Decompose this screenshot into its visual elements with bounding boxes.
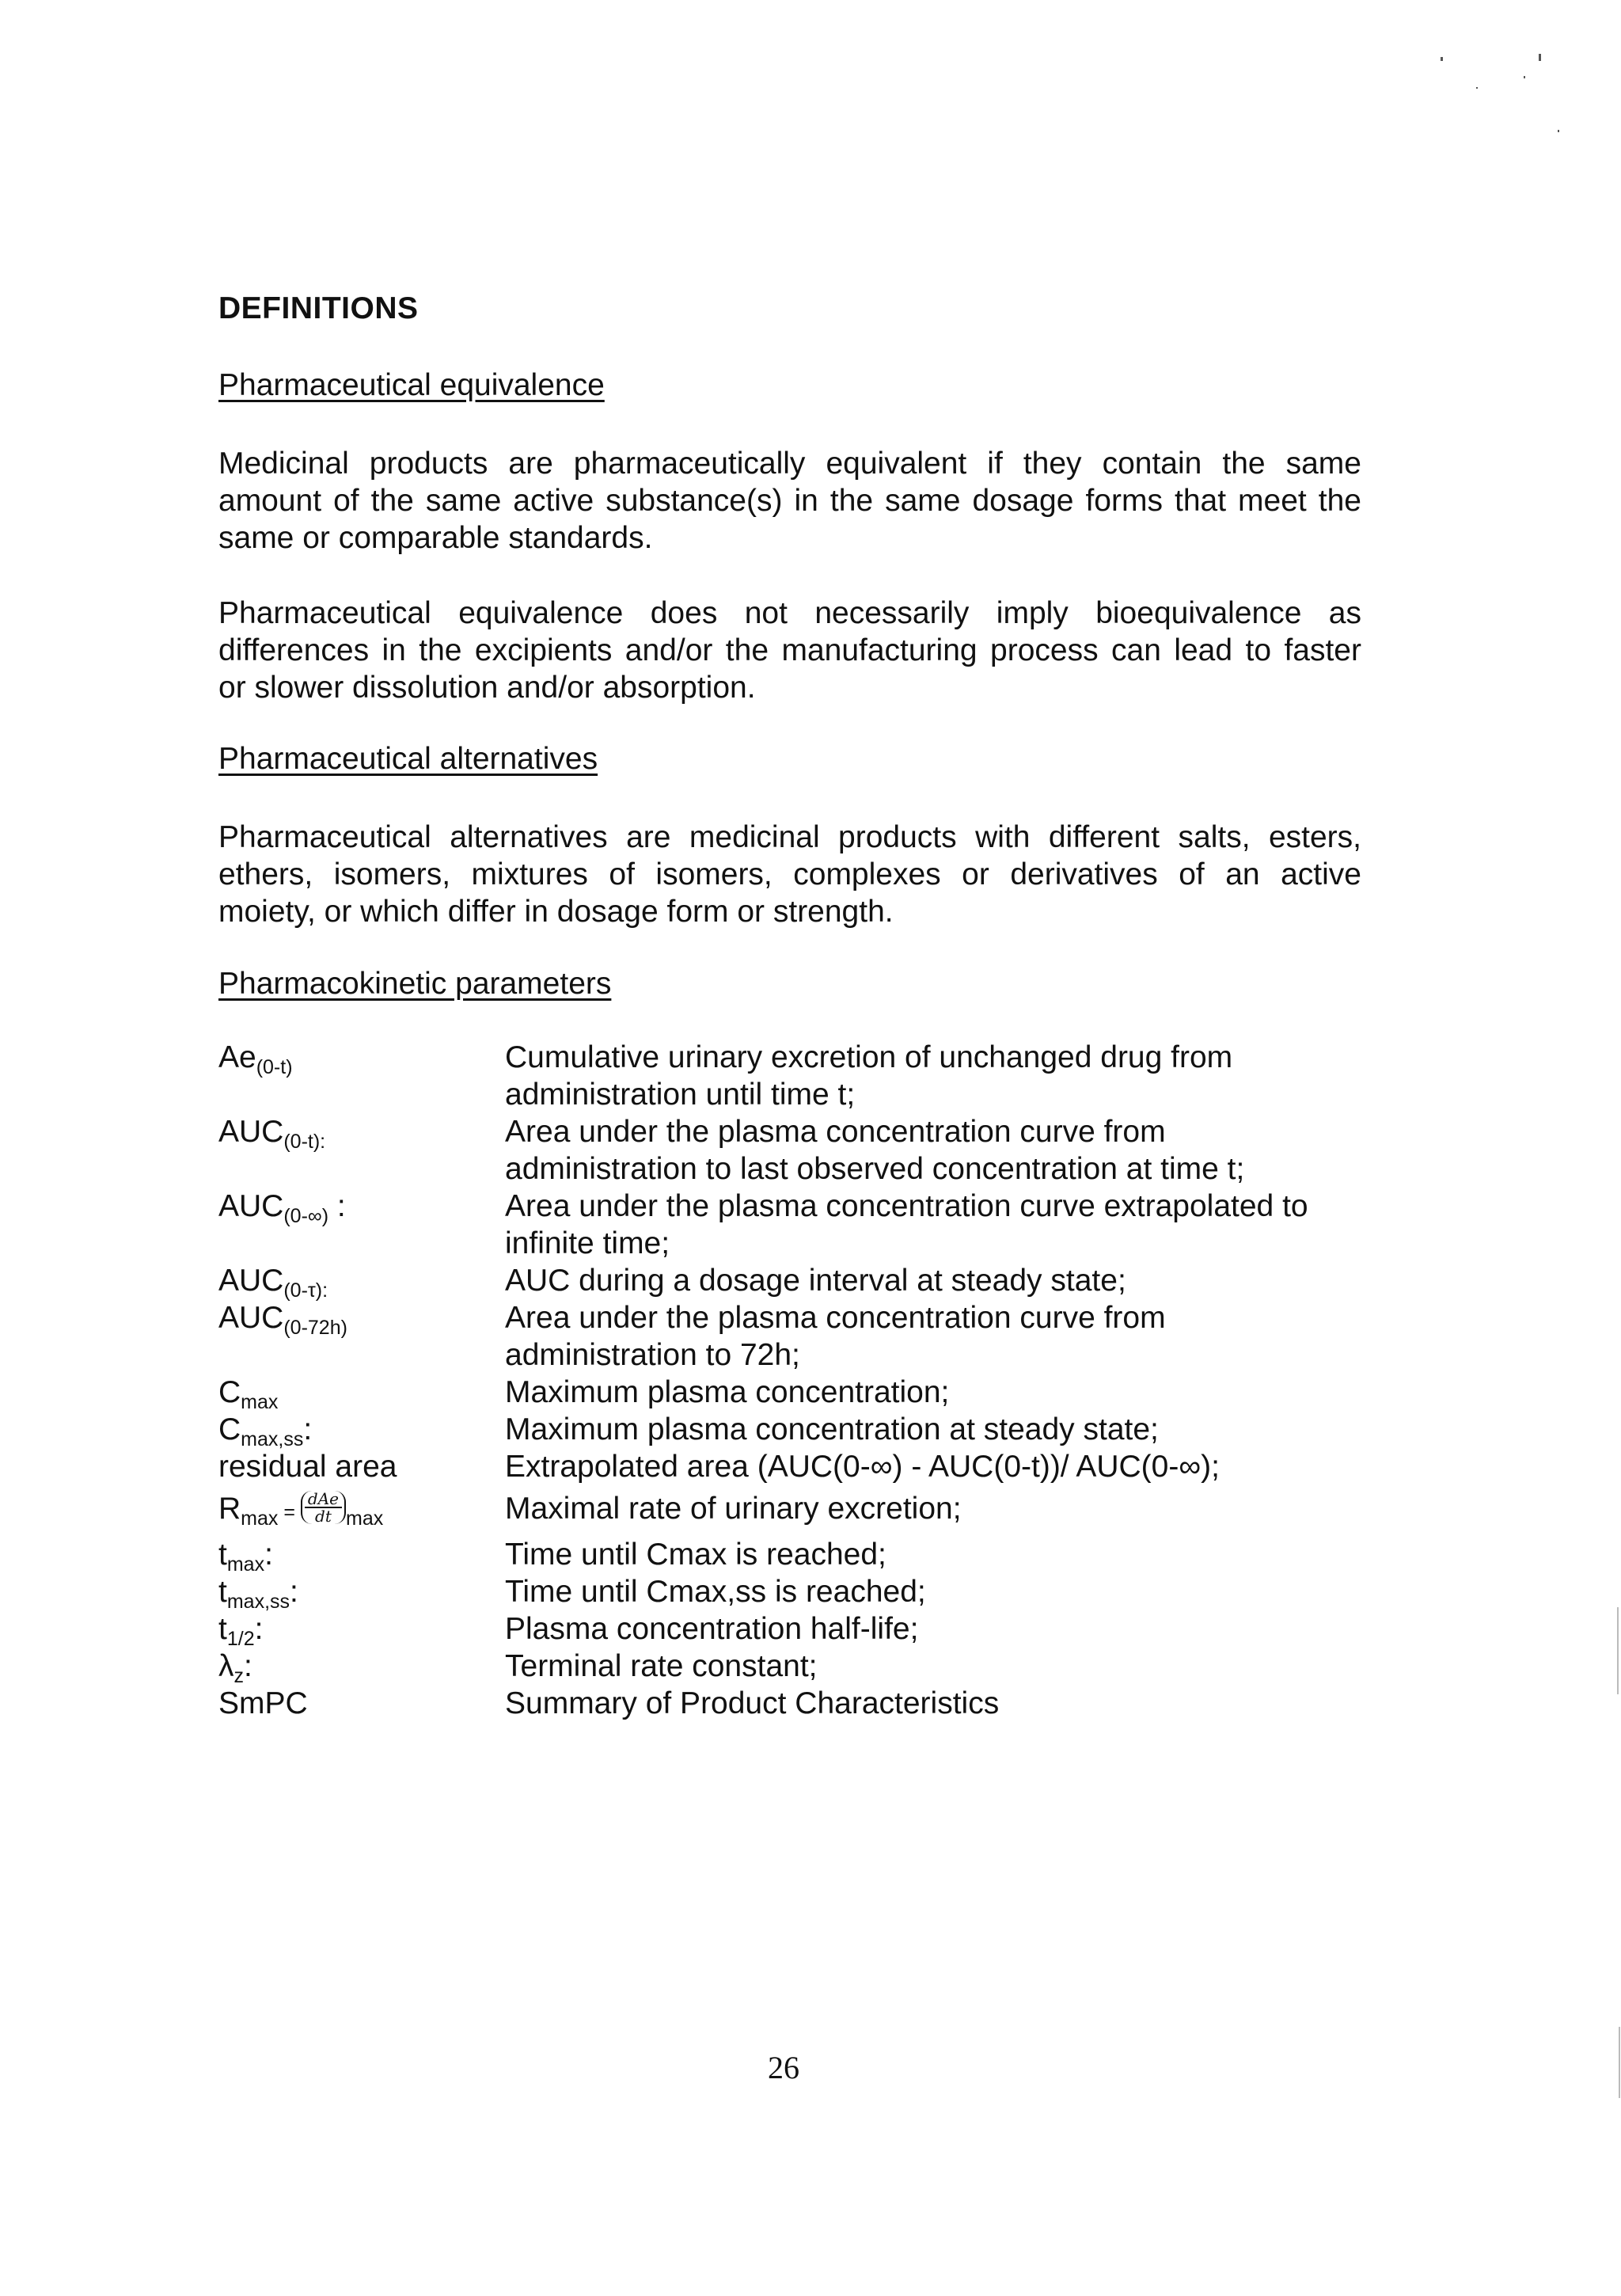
definition-row bbox=[218, 1113, 1390, 1188]
term-rmax: $R_{max}$ = $\frac{\text{dAe}}{dt}$ $_{max}$ bbox=[218, 1489, 384, 1530]
term-lambda-z: $\lambda_z$: bbox=[218, 1649, 252, 1687]
paragraph-line: Pharmaceutical alternatives are medicinal products with different salts, esters, bbox=[218, 820, 1361, 854]
term-description: Area under the plasma concentration curve from administration to last observed concentration at time t; bbox=[505, 1115, 1245, 1186]
definition-row bbox=[218, 1039, 1390, 1113]
term-auc-0-t: $AUC_{(0-t):}$ bbox=[218, 1115, 326, 1153]
paragraph-equivalence-note bbox=[218, 595, 1361, 706]
term-tmax: $t_{max}$: bbox=[218, 1538, 273, 1576]
definition-row bbox=[218, 1490, 1390, 1531]
term-description: Maximum plasma concentration at steady state; bbox=[505, 1412, 1159, 1446]
section-title-equivalence: Pharmaceutical equivalence bbox=[218, 368, 605, 402]
term-description: Area under the plasma concentration curve extrapolated to infinite time; bbox=[505, 1189, 1308, 1260]
definition-row bbox=[218, 1448, 1390, 1485]
term-residual-area: residual area bbox=[218, 1450, 397, 1484]
section-title-pk-parameters: Pharmacokinetic parameters bbox=[218, 967, 612, 1001]
term-description: AUC during a dosage interval at steady state; bbox=[505, 1264, 1126, 1298]
scan-edge-mark bbox=[1619, 2027, 1620, 2098]
term-description: Terminal rate constant; bbox=[505, 1649, 818, 1683]
term-cmax-ss: $C_{max,ss}$: bbox=[218, 1412, 313, 1450]
term-cmax: $C_{max}$ bbox=[218, 1375, 279, 1413]
scan-speck bbox=[1539, 54, 1541, 61]
definition-row bbox=[218, 1685, 1390, 1722]
definition-row bbox=[218, 1648, 1390, 1685]
scan-speck bbox=[1476, 87, 1478, 89]
definition-row bbox=[218, 1188, 1390, 1262]
definition-row bbox=[218, 1610, 1390, 1648]
term-half-life: $t_{1/2}$: bbox=[218, 1612, 264, 1650]
term-tmax-ss: $t_{max,ss}$: bbox=[218, 1575, 298, 1613]
paragraph-line: amount of the same active substance(s) in the same dosage forms that meet the bbox=[218, 484, 1361, 518]
pk-definition-list bbox=[218, 1039, 1390, 1722]
term-description: Maximum plasma concentration; bbox=[505, 1375, 950, 1409]
term-auc-0-72h: $AUC_{(0-72h)}$ bbox=[218, 1301, 347, 1339]
scan-speck bbox=[1524, 76, 1525, 78]
term-description: Extrapolated area (AUC(0-∞) - AUC(0-t))/ AUC(0-∞); bbox=[505, 1450, 1220, 1484]
paragraph-alternatives bbox=[218, 819, 1361, 930]
term-ae: $Ae_{(0-t)}$ bbox=[218, 1040, 293, 1078]
definition-row bbox=[218, 1262, 1390, 1302]
term-description: Time until Cmax is reached; bbox=[505, 1538, 886, 1572]
derivative-fraction: $\frac{\text{dAe}}{dt}$ bbox=[301, 1491, 346, 1524]
term-description: Time until Cmax,ss is reached; bbox=[505, 1575, 926, 1609]
scan-speck bbox=[1441, 57, 1443, 61]
definition-row bbox=[218, 1411, 1390, 1448]
term-smpc: SmPC bbox=[218, 1686, 308, 1720]
page-heading: DEFINITIONS bbox=[218, 291, 419, 325]
paragraph-line: ethers, isomers, mixtures of isomers, complexes or derivatives of an active bbox=[218, 857, 1361, 891]
paragraph-equivalence-definition bbox=[218, 445, 1361, 557]
term-description: Summary of Product Characteristics bbox=[505, 1686, 1000, 1720]
scan-speck bbox=[1558, 130, 1559, 132]
term-description: Cumulative urinary excretion of unchanged drug from administration until time t; bbox=[505, 1040, 1233, 1112]
term-auc-0-inf: $AUC_{(0-\infty)}$ : bbox=[218, 1189, 346, 1227]
scan-edge-mark bbox=[1617, 1607, 1619, 1694]
page-number: 26 bbox=[768, 2050, 799, 2085]
paragraph-line: moiety, or which differ in dosage form or strength. bbox=[218, 895, 894, 929]
paragraph-line: Pharmaceutical equivalence does not necessarily imply bioequivalence as bbox=[218, 596, 1361, 630]
definition-row bbox=[218, 1573, 1390, 1613]
paragraph-line: Medicinal products are pharmaceutically equivalent if they contain the same bbox=[218, 447, 1361, 481]
paragraph-line: same or comparable standards. bbox=[218, 521, 653, 555]
term-description: Area under the plasma concentration curve from administration to 72h; bbox=[505, 1301, 1166, 1372]
term-auc-0-tau: $AUC_{(0-\tau):}$ bbox=[218, 1264, 328, 1302]
paragraph-line: or slower dissolution and/or absorption. bbox=[218, 671, 756, 705]
term-description: Plasma concentration half-life; bbox=[505, 1612, 919, 1646]
definition-row bbox=[218, 1536, 1390, 1576]
section-title-alternatives: Pharmaceutical alternatives bbox=[218, 742, 598, 776]
definition-row bbox=[218, 1299, 1390, 1374]
term-description: Maximal rate of urinary excretion; bbox=[505, 1492, 962, 1526]
definition-row bbox=[218, 1374, 1390, 1411]
paragraph-line: differences in the excipients and/or the manufacturing process can lead to faster bbox=[218, 633, 1361, 667]
